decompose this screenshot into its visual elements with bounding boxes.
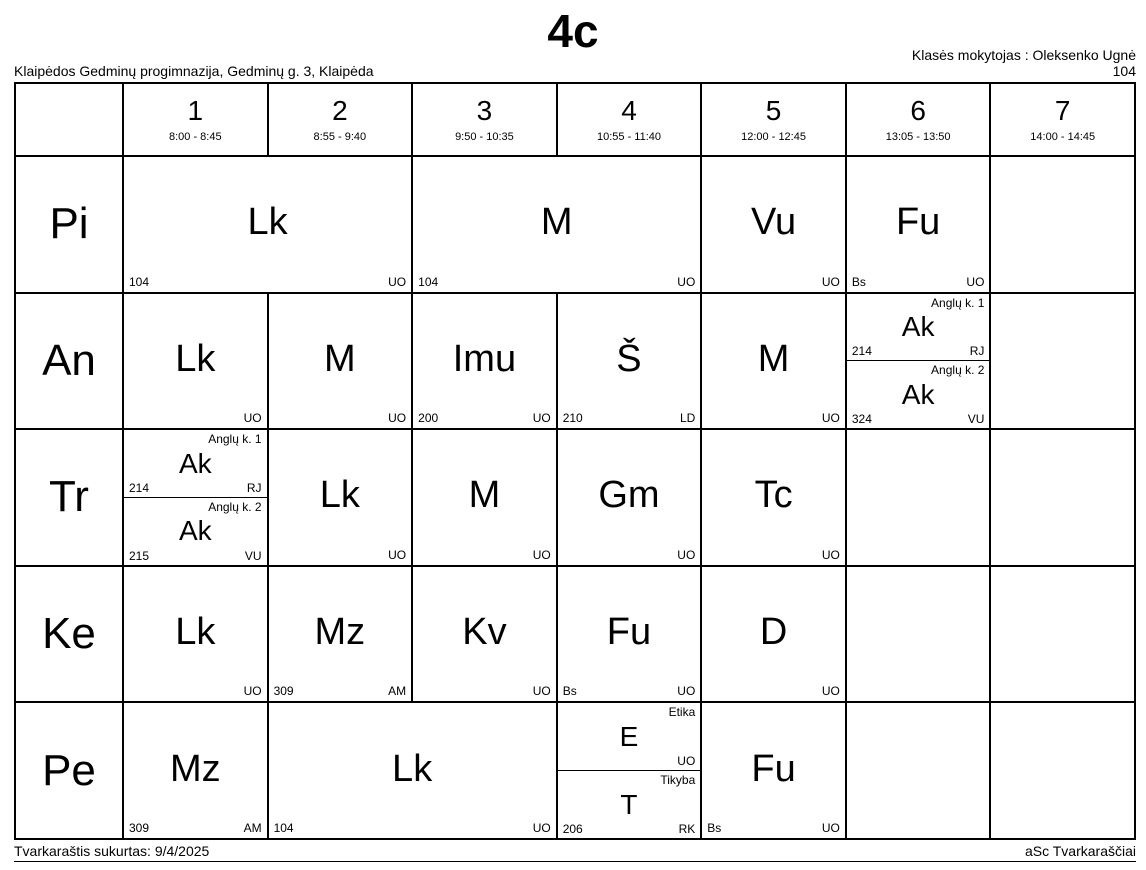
period-time: 8:55 - 9:40 [313, 131, 367, 144]
empty-cell [991, 430, 1134, 565]
room-label: Bs [562, 684, 577, 699]
day-cell-tr [16, 430, 122, 565]
class-teacher-label: Klasės mokytojas : Oleksenko Ugnė [911, 47, 1136, 63]
empty-cell [847, 567, 990, 702]
lesson-group-block [847, 294, 990, 361]
lesson-group-block [558, 703, 701, 770]
subject-abbr: Lk [392, 747, 433, 790]
teacher-initials: UO [243, 684, 262, 699]
period-header-cell [847, 84, 990, 155]
lesson-cell [413, 567, 556, 702]
period-header-cell [991, 84, 1134, 155]
teacher-initials: UO [388, 547, 407, 562]
subject-abbr: Lk [175, 337, 216, 380]
lesson-cell [702, 567, 845, 702]
lesson-cell [702, 430, 845, 565]
empty-cell [991, 157, 1134, 292]
subject-abbr: T [620, 788, 638, 820]
school-name: Klaipėdos Gedminų progimnazija, Gedminų g. 3, Klaipėda [14, 63, 374, 79]
room-label: 104 [129, 274, 150, 289]
teacher-initials: UO [677, 684, 696, 699]
teacher-initials: UO [677, 754, 696, 769]
lesson-cell [124, 703, 267, 838]
teacher-initials: UO [677, 274, 696, 289]
lesson-cell [124, 157, 411, 292]
subject-abbr: Ak [901, 378, 935, 410]
lesson-cell [702, 294, 845, 429]
teacher-initials: UO [532, 411, 551, 426]
teacher-initials: UO [532, 547, 551, 562]
teacher-initials: RJ [969, 344, 985, 359]
subject-abbr: Lk [319, 474, 360, 517]
subject-abbr: Mz [314, 610, 366, 653]
subject-abbr: Tc [754, 474, 793, 517]
subject-abbr: Mz [169, 747, 221, 790]
corner-cell [16, 84, 122, 155]
day-label: An [42, 335, 96, 385]
room-label: 104 [418, 274, 439, 289]
period-time: 8:00 - 8:45 [168, 131, 222, 144]
subject-abbr: Vu [751, 201, 797, 244]
lesson-cell-split [558, 703, 701, 838]
subject-abbr: Ak [178, 515, 212, 547]
lesson-cell [124, 294, 267, 429]
subject-abbr: Š [616, 337, 642, 380]
lesson-cell [702, 157, 845, 292]
teacher-initials: UO [677, 547, 696, 562]
period-number: 2 [332, 94, 348, 126]
subject-abbr: E [619, 720, 639, 752]
group-label: Etika [668, 705, 696, 720]
period-time: 14:00 - 14:45 [1030, 131, 1096, 144]
lesson-group-block [124, 497, 267, 565]
teacher-initials: UO [532, 821, 551, 835]
group-label: Anglų k. 2 [931, 363, 985, 378]
period-number: 3 [476, 94, 493, 126]
day-label: Tr [49, 472, 89, 522]
lesson-cell [269, 294, 412, 429]
teacher-initials: UO [966, 274, 985, 289]
lesson-group-block [124, 430, 267, 497]
day-label: Ke [42, 609, 96, 659]
group-label: Anglų k. 2 [208, 500, 262, 514]
room-label: 214 [851, 344, 872, 359]
subject-abbr: Lk [247, 201, 288, 244]
subject-abbr: Fu [751, 747, 796, 790]
lesson-group-block [847, 360, 990, 428]
lesson-cell-split [847, 294, 990, 429]
subject-abbr: Ak [901, 310, 935, 342]
lesson-cell [269, 567, 412, 702]
teacher-initials: AM [388, 684, 407, 699]
teacher-initials: UO [243, 411, 262, 426]
lesson-cell [413, 157, 700, 292]
lesson-cell [702, 703, 845, 838]
room-label: 309 [273, 684, 294, 699]
period-number: 5 [765, 94, 782, 126]
period-time: 10:55 - 11:40 [596, 131, 661, 144]
period-header-cell [702, 84, 845, 155]
teacher-initials: UO [388, 411, 407, 426]
period-time: 9:50 - 10:35 [455, 131, 514, 144]
period-number: 6 [910, 94, 926, 126]
period-header-cell [124, 84, 267, 155]
empty-cell [991, 294, 1134, 429]
group-label: Tikyba [660, 773, 696, 788]
teacher-initials: RK [678, 822, 696, 837]
page-title: 4c [547, 5, 599, 57]
footer-brand: aSc Tvarkaraščiai [1024, 843, 1136, 859]
empty-cell [991, 567, 1134, 702]
lesson-cell [269, 703, 556, 838]
day-cell-pe [16, 703, 122, 838]
subject-abbr: Fu [606, 610, 652, 653]
subject-abbr: Ak [178, 447, 212, 479]
room-label: Bs [707, 821, 722, 835]
group-label: Anglų k. 1 [931, 295, 985, 310]
empty-cell [991, 703, 1134, 838]
subject-abbr: Fu [895, 201, 941, 244]
subject-abbr: Gm [598, 474, 660, 517]
lesson-cell [558, 567, 701, 702]
footer-divider [14, 861, 1136, 862]
day-cell-an [16, 294, 122, 429]
period-number: 1 [187, 94, 204, 126]
subject-abbr: M [324, 337, 356, 380]
lesson-cell [413, 294, 556, 429]
period-header-cell [413, 84, 556, 155]
room-label: 200 [418, 411, 439, 426]
empty-cell [847, 430, 990, 565]
room-label: 104 [273, 821, 294, 835]
lesson-cell [413, 430, 556, 565]
period-header-cell [558, 84, 701, 155]
teacher-initials: RJ [246, 481, 262, 495]
period-number: 7 [1054, 94, 1071, 126]
room-label: 206 [562, 822, 583, 837]
room-label: 324 [851, 412, 872, 427]
period-time: 13:05 - 13:50 [885, 131, 951, 144]
subject-abbr: D [759, 610, 788, 653]
lesson-cell [558, 294, 701, 429]
teacher-initials: UO [821, 547, 840, 562]
subject-abbr: M [757, 337, 790, 380]
day-cell-pi [16, 157, 122, 292]
teacher-initials: UO [821, 684, 840, 699]
teacher-initials: AM [243, 821, 262, 835]
subject-abbr: Imu [452, 337, 517, 380]
group-label: Anglų k. 1 [208, 432, 262, 447]
teacher-initials: UO [388, 274, 407, 289]
room-label: 214 [129, 481, 150, 495]
footer-created-date: Tvarkaraštis sukurtas: 9/4/2025 [14, 843, 210, 859]
lesson-cell [269, 430, 412, 565]
lesson-cell-split [124, 430, 267, 565]
room-label: 210 [562, 411, 583, 426]
subject-abbr: M [540, 201, 573, 244]
period-time: 12:00 - 12:45 [741, 131, 806, 144]
lesson-cell [124, 567, 267, 702]
day-label: Pi [49, 199, 89, 249]
lesson-group-block [558, 770, 701, 838]
room-label: Bs [851, 274, 866, 289]
homeroom-number: 104 [1112, 63, 1136, 79]
teacher-initials: UO [821, 274, 840, 289]
teacher-initials: VU [244, 548, 262, 563]
teacher-initials: UO [821, 411, 840, 426]
empty-cell [847, 703, 990, 838]
subject-abbr: M [468, 474, 501, 517]
lesson-cell [558, 430, 701, 565]
room-label: 309 [129, 821, 150, 835]
timetable-grid [14, 82, 1136, 840]
period-number: 4 [621, 94, 637, 126]
teacher-initials: UO [821, 821, 840, 835]
subject-abbr: Kv [462, 610, 507, 653]
period-header-cell [269, 84, 412, 155]
day-label: Pe [42, 745, 96, 795]
lesson-cell [847, 157, 990, 292]
teacher-initials: LD [679, 411, 696, 426]
room-label: 215 [129, 548, 150, 563]
teacher-initials: UO [532, 684, 551, 699]
teacher-initials: VU [967, 412, 985, 427]
day-cell-ke [16, 567, 122, 702]
subject-abbr: Lk [175, 610, 216, 653]
